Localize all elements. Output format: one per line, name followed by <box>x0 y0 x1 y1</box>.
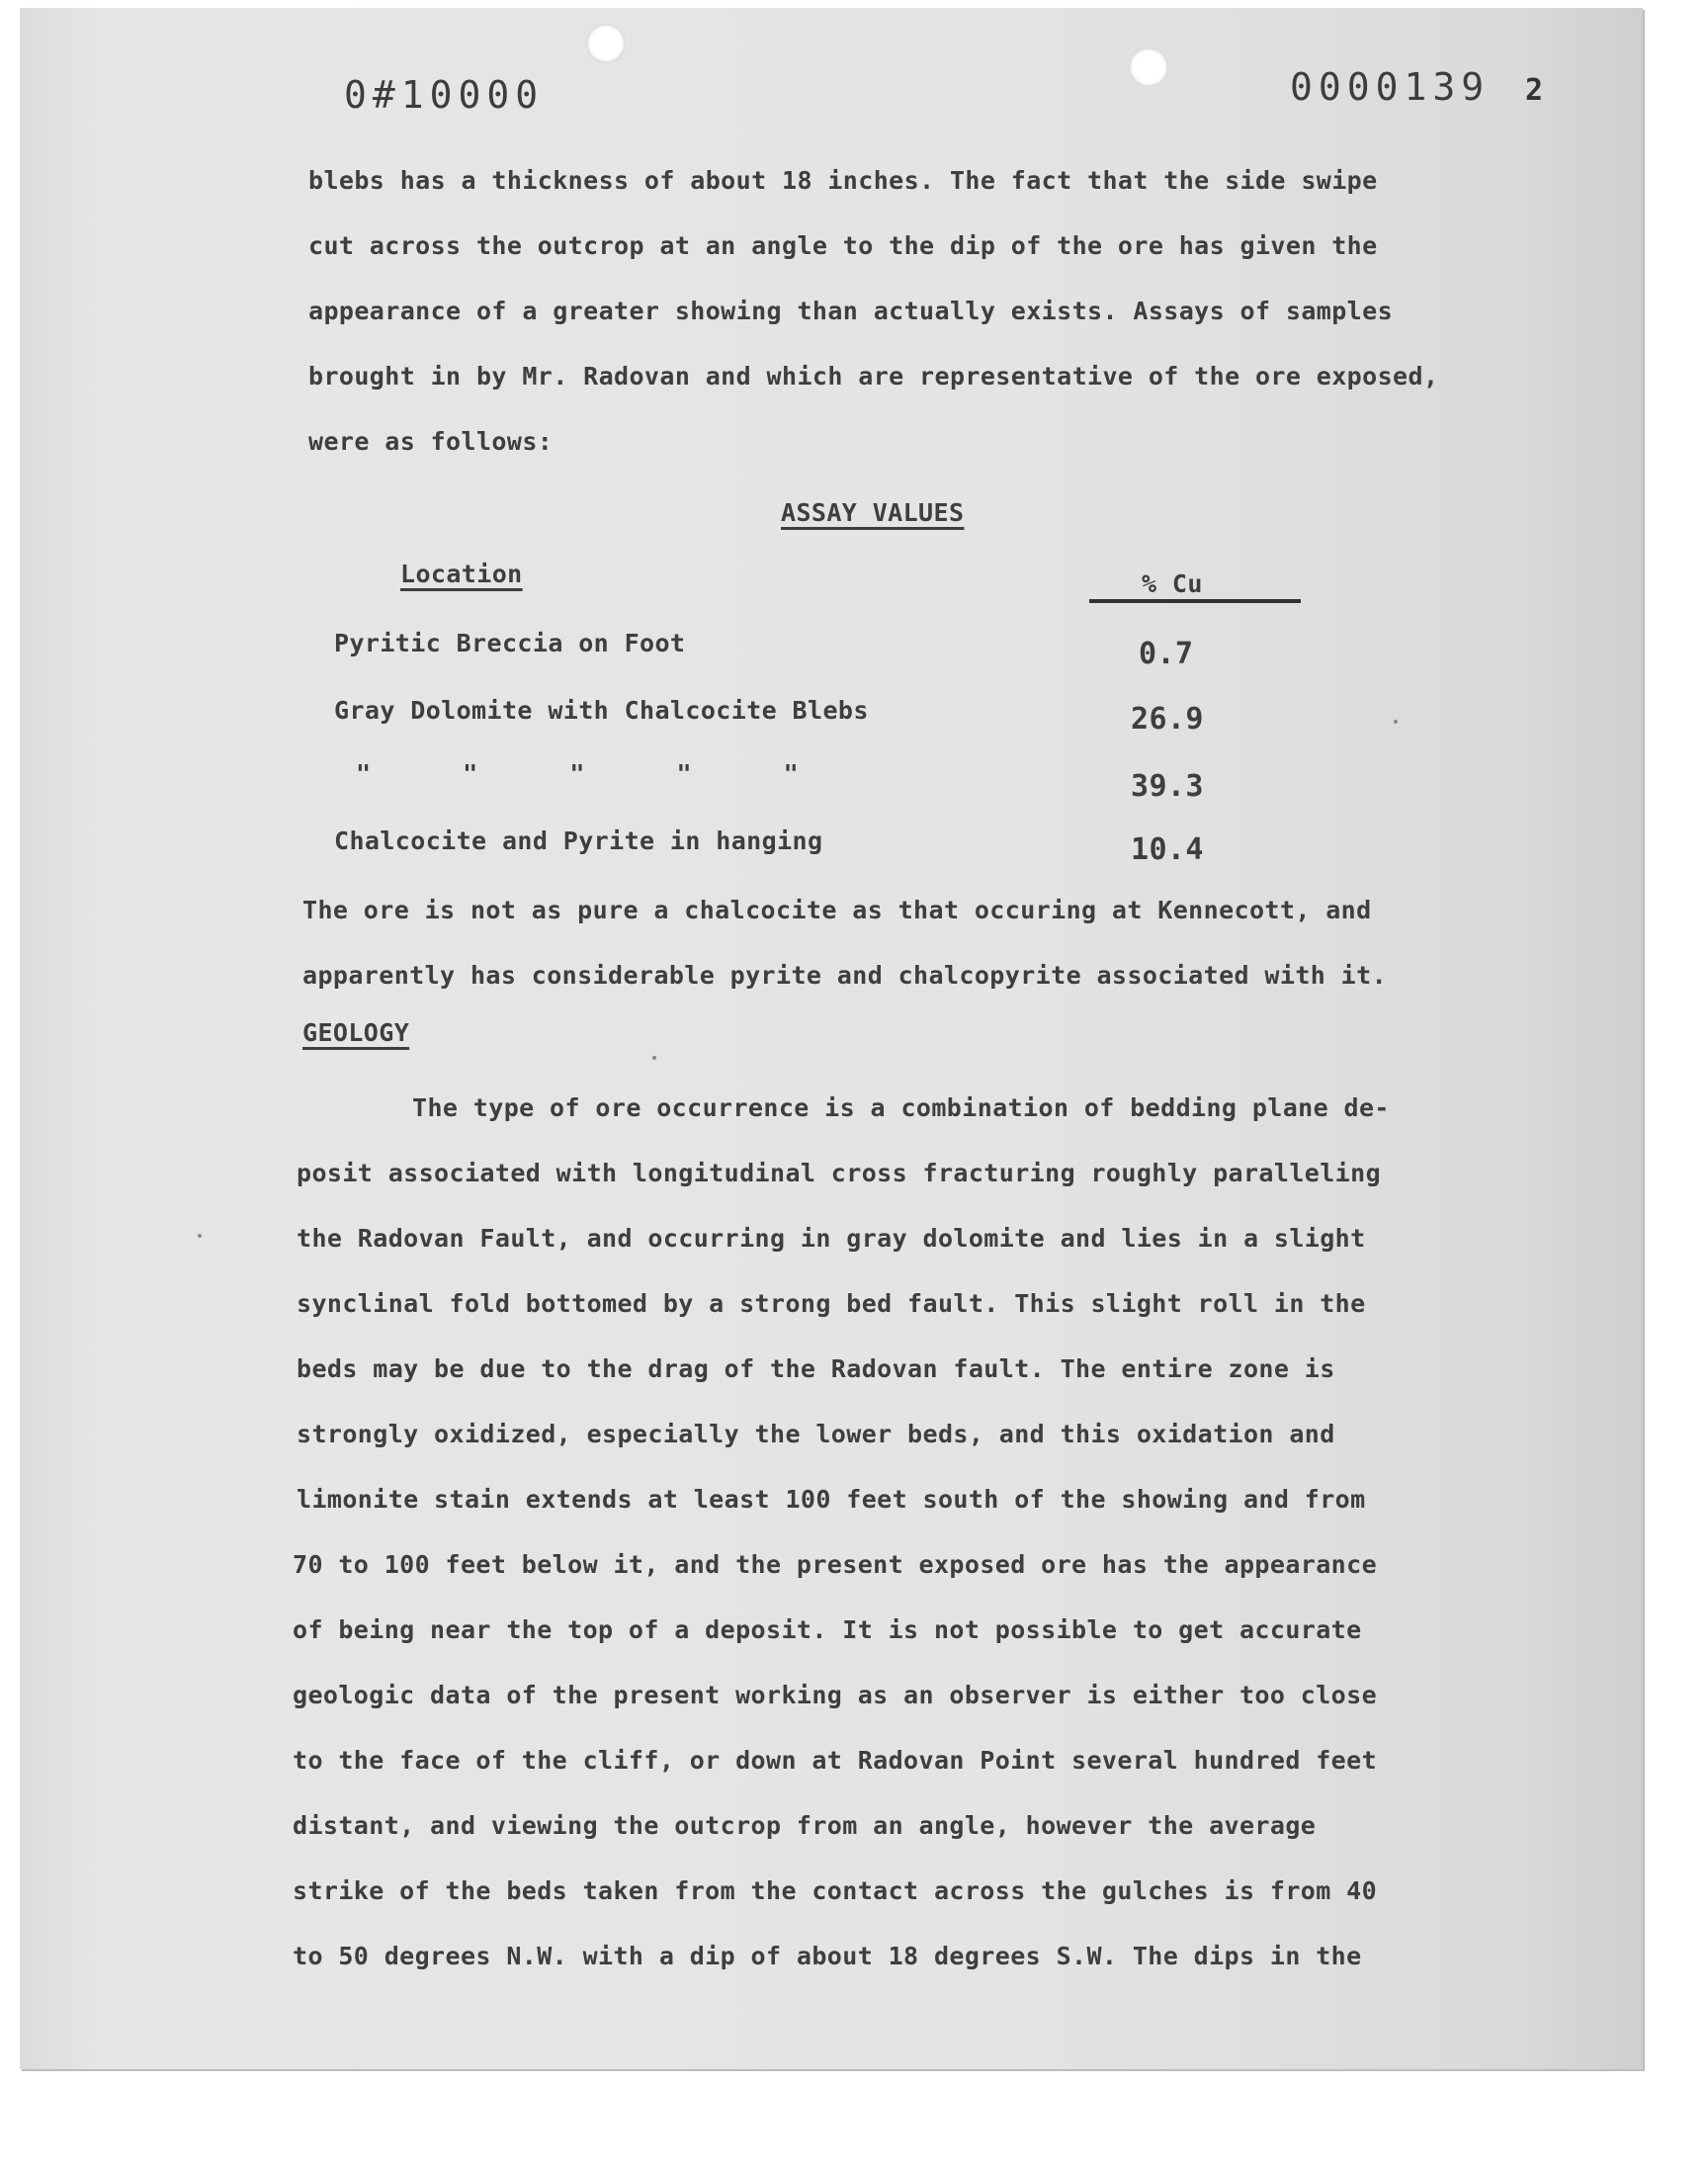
para2-line: The ore is not as pure a chalcocite as that occuring at Kennecott, and <box>302 896 1372 924</box>
geology-line: beds may be due to the drag of the Radovan fault. The entire zone is <box>297 1354 1335 1383</box>
document-page <box>20 8 1643 2069</box>
para2-line: apparently has considerable pyrite and chalcopyrite associated with it. <box>302 961 1388 990</box>
geology-line: geologic data of the present working as an observer is either too close <box>293 1681 1378 1709</box>
geology-line: The type of ore occurrence is a combination of bedding plane de- <box>412 1093 1390 1122</box>
speck <box>1394 720 1398 724</box>
geology-line: the Radovan Fault, and occurring in gray dolomite and lies in a slight <box>297 1224 1366 1253</box>
punch-hole-left <box>586 24 626 63</box>
geology-line: strike of the beds taken from the contact across the gulches is from 40 <box>293 1876 1378 1905</box>
geology-line: limonite stain extends at least 100 feet south of the showing and from <box>297 1485 1366 1514</box>
assay-cu-value: 26.9 <box>1131 702 1204 737</box>
column-header-location: Location <box>400 560 523 588</box>
right-stamp: 0000139 <box>1290 65 1491 109</box>
left-stamp: 0#10000 <box>344 73 545 117</box>
assay-cu-value: 10.4 <box>1131 832 1204 867</box>
geology-line: to 50 degrees N.W. with a dip of about 18 degrees S.W. The dips in the <box>293 1942 1362 1970</box>
geology-line: to the face of the cliff, or down at Radovan Point several hundred feet <box>293 1746 1378 1775</box>
assay-cu-value: 39.3 <box>1131 769 1204 804</box>
page-number: 2 <box>1525 73 1544 108</box>
punch-hole-right <box>1129 47 1168 87</box>
geology-line: 70 to 100 feet below it, and the present exposed ore has the appearance <box>293 1550 1378 1579</box>
para1-line: brought in by Mr. Radovan and which are representative of the ore exposed, <box>308 362 1439 391</box>
geology-line: posit associated with longitudinal cross fracturing roughly paralleling <box>297 1159 1382 1187</box>
geology-line: of being near the top of a deposit. It is not possible to get accurate <box>293 1615 1362 1644</box>
speck <box>198 1234 202 1238</box>
assay-cu-value: 0.7 <box>1139 637 1194 671</box>
para1-line: appearance of a greater showing than actually exists. Assays of samples <box>308 297 1394 325</box>
geology-line: strongly oxidized, especially the lower beds, and this oxidation and <box>297 1420 1335 1448</box>
assay-location: Gray Dolomite with Chalcocite Blebs <box>334 696 869 725</box>
assay-location: Chalcocite and Pyrite in hanging <box>334 826 823 855</box>
assay-location: Pyritic Breccia on Foot <box>334 629 686 657</box>
section-heading: GEOLOGY <box>302 1018 410 1047</box>
para1-line: were as follows: <box>308 427 554 456</box>
assay-title: ASSAY VALUES <box>781 498 965 527</box>
geology-line: distant, and viewing the outcrop from an angle, however the average <box>293 1811 1317 1840</box>
para1-line: cut across the outcrop at an angle to the dip of the ore has given the <box>308 231 1378 260</box>
assay-location: " " " " " <box>356 759 800 788</box>
speck <box>652 1056 656 1060</box>
column-header-cu: % Cu <box>1142 569 1203 598</box>
para1-line: blebs has a thickness of about 18 inches. The fact that the side swipe <box>308 166 1378 195</box>
cu-header-rule <box>1089 599 1301 603</box>
geology-line: synclinal fold bottomed by a strong bed fault. This slight roll in the <box>297 1289 1366 1318</box>
